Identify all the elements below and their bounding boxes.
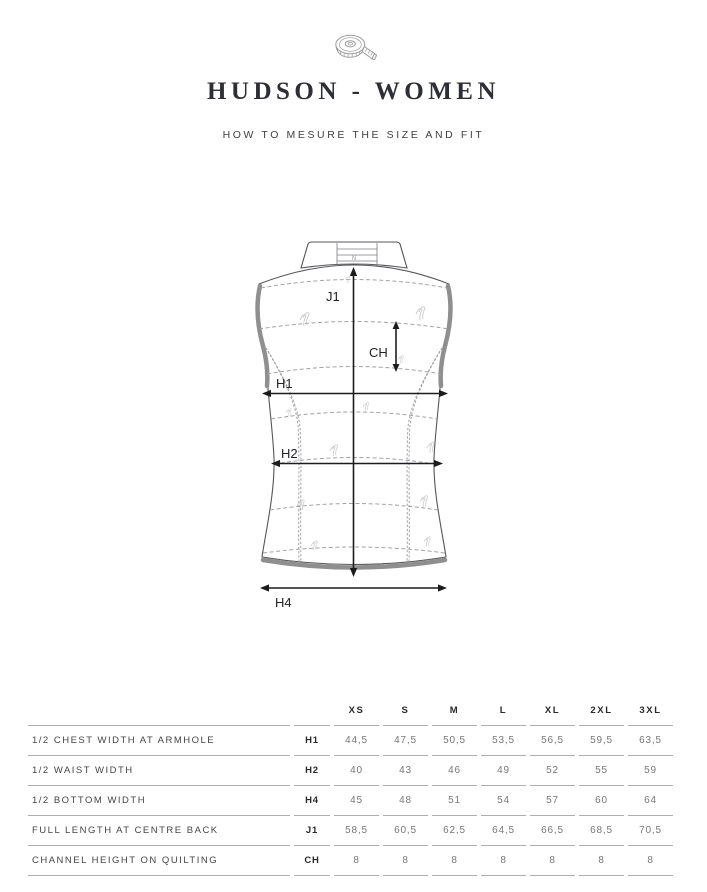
value-cell: 68,5	[579, 816, 624, 846]
page-subtitle: HOW TO MESURE THE SIZE AND FIT	[222, 129, 485, 141]
h1-label: H1	[276, 376, 293, 391]
value-cell: 8	[481, 846, 526, 876]
value-cell: 8	[628, 846, 673, 876]
value-cell: 44,5	[334, 726, 379, 756]
value-cell: 40	[334, 756, 379, 786]
h2-label: H2	[281, 446, 298, 461]
collar-letter: N	[351, 256, 357, 262]
row-label: CHANNEL HEIGHT ON QUILTING	[28, 846, 290, 876]
value-cell: 45	[334, 786, 379, 816]
value-cell: 64,5	[481, 816, 526, 846]
row-code: CH	[294, 846, 330, 876]
row-label: FULL LENGTH AT CENTRE BACK	[28, 816, 290, 846]
value-cell: 8	[383, 846, 428, 876]
value-cell: 55	[579, 756, 624, 786]
row-code: J1	[294, 816, 330, 846]
size-header-xs: XS	[334, 696, 379, 726]
value-cell: 8	[530, 846, 575, 876]
h4-label: H4	[275, 595, 292, 610]
value-cell: 56,5	[530, 726, 575, 756]
value-cell: 58,5	[334, 816, 379, 846]
vest-measurement-diagram	[220, 222, 490, 622]
header-code-spacer	[294, 696, 330, 726]
value-cell: 59,5	[579, 726, 624, 756]
size-header-l: L	[481, 696, 526, 726]
ch-label: CH	[369, 345, 388, 360]
size-header-row	[28, 696, 673, 726]
row-code: H4	[294, 786, 330, 816]
size-header-m: M	[432, 696, 477, 726]
j1-label: J1	[326, 289, 340, 304]
measuring-tape-icon	[330, 30, 380, 68]
table-row-channel	[28, 846, 673, 876]
value-cell: 60	[579, 786, 624, 816]
size-header-3xl: 3XL	[628, 696, 673, 726]
table-row-length	[28, 816, 673, 846]
page-title: HUDSON - WOMEN	[206, 78, 501, 105]
h4-arrow	[260, 584, 447, 591]
value-cell: 63,5	[628, 726, 673, 756]
row-code: H2	[294, 756, 330, 786]
table-row-bottom	[28, 786, 673, 816]
value-cell: 59	[628, 756, 673, 786]
value-cell: 47,5	[383, 726, 428, 756]
size-header-s: S	[383, 696, 428, 726]
row-label: 1/2 CHEST WIDTH AT ARMHOLE	[28, 726, 290, 756]
value-cell: 8	[334, 846, 379, 876]
value-cell: 57	[530, 786, 575, 816]
row-label: 1/2 WAIST WIDTH	[28, 756, 290, 786]
value-cell: 54	[481, 786, 526, 816]
size-table	[24, 696, 677, 876]
value-cell: 8	[579, 846, 624, 876]
size-header-xl: XL	[530, 696, 575, 726]
value-cell: 50,5	[432, 726, 477, 756]
value-cell: 46	[432, 756, 477, 786]
value-cell: 64	[628, 786, 673, 816]
value-cell: 48	[383, 786, 428, 816]
value-cell: 49	[481, 756, 526, 786]
value-cell: 60,5	[383, 816, 428, 846]
value-cell: 8	[432, 846, 477, 876]
value-cell: 43	[383, 756, 428, 786]
value-cell: 51	[432, 786, 477, 816]
size-header-2xl: 2XL	[579, 696, 624, 726]
row-label: 1/2 BOTTOM WIDTH	[28, 786, 290, 816]
row-code: H1	[294, 726, 330, 756]
value-cell: 70,5	[628, 816, 673, 846]
table-row-chest	[28, 726, 673, 756]
value-cell: 62,5	[432, 816, 477, 846]
value-cell: 52	[530, 756, 575, 786]
table-row-waist	[28, 756, 673, 786]
value-cell: 66,5	[530, 816, 575, 846]
header-spacer	[28, 696, 290, 726]
value-cell: 53,5	[481, 726, 526, 756]
